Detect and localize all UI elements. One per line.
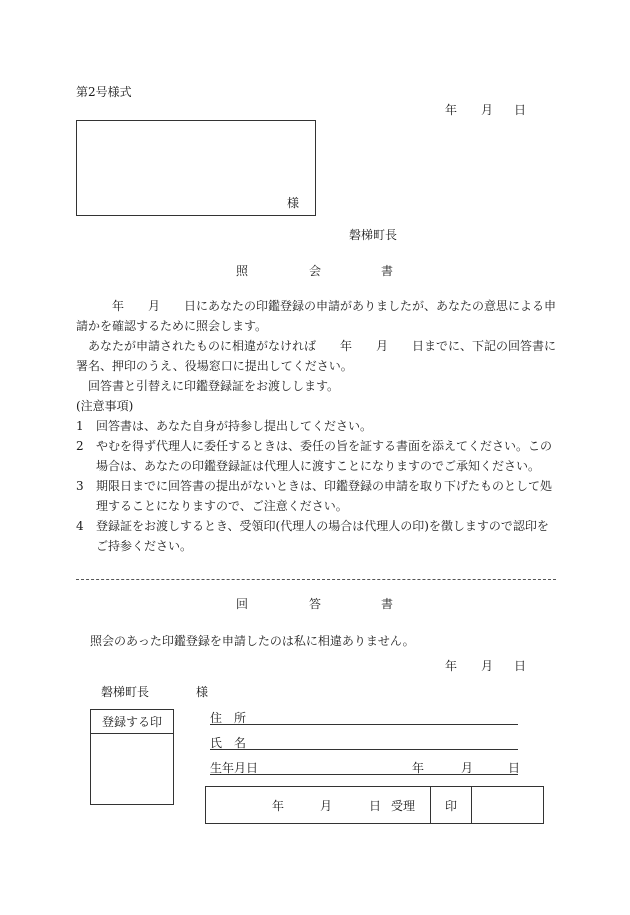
receipt-table <box>205 786 544 824</box>
address-label: 住 所 <box>210 711 247 725</box>
note-text: 登録証をお渡しするとき、受領印(代理人の場合は代理人の印)を徴しますので認印をご持参ください。 <box>96 519 549 553</box>
reply-addressee-suffix: 様 <box>196 685 209 699</box>
inquiry-body <box>76 296 556 556</box>
form-number: 第2号様式 <box>76 85 132 99</box>
birthdate-label: 生年月日 <box>210 761 259 775</box>
receipt-seal-cell <box>430 787 471 823</box>
note-item <box>76 516 556 556</box>
note-number: 4 <box>76 519 84 533</box>
notes-heading: (注意事項) <box>76 399 134 413</box>
receipt-year-label: 年 <box>272 799 285 813</box>
reply-title-char: 回 <box>236 597 249 611</box>
year-label: 年 <box>445 659 458 673</box>
receipt-month-label: 月 <box>320 799 333 813</box>
receipt-seal-space[interactable] <box>471 787 545 823</box>
cut-line <box>76 579 556 580</box>
seal-box-label: 登録する印 <box>91 710 173 734</box>
body-paragraph: あなたが申請されたものに相違がなければ 年 月 日までに、下記の回答書に署名、押印のうえ、役場窓口に提出してください。 <box>76 339 557 373</box>
addressee-box <box>76 120 316 216</box>
day-label: 日 <box>514 103 527 117</box>
note-item <box>76 436 556 476</box>
month-label: 月 <box>481 103 494 117</box>
inquiry-title-char: 書 <box>381 264 394 278</box>
addressee-suffix: 様 <box>286 196 299 210</box>
receipt-day-label: 日 <box>369 799 382 813</box>
birth-year-label: 年 <box>412 761 425 775</box>
received-label: 受理 <box>391 799 416 813</box>
reply-statement: 照会のあった印鑑登録を申請したのは私に相違ありません。 <box>90 634 415 648</box>
inquiry-title-char: 照 <box>236 264 249 278</box>
year-label: 年 <box>445 103 458 117</box>
registration-seal-box[interactable] <box>90 709 174 805</box>
birthdate-field[interactable] <box>210 774 518 775</box>
note-number: 1 <box>76 419 84 433</box>
name-label: 氏 名 <box>210 736 247 750</box>
month-label: 月 <box>481 659 494 673</box>
birth-day-label: 日 <box>508 761 521 775</box>
day-label: 日 <box>514 659 527 673</box>
address-field[interactable] <box>210 724 518 725</box>
name-field[interactable] <box>210 749 518 750</box>
note-item <box>76 476 556 516</box>
note-number: 2 <box>76 439 84 453</box>
reply-addressee: 磐梯町長 <box>101 685 150 699</box>
note-text: 回答書は、あなた自身が持参し提出してください。 <box>96 419 373 433</box>
note-item <box>76 416 556 436</box>
sender: 磐梯町長 <box>349 228 398 242</box>
note-text: やむを得ず代理人に委任するときは、委任の旨を証する書面を添えてください。この場合は、あなたの印鑑登録証は代理人に渡すことになりますのでご承知ください。 <box>96 439 553 473</box>
reply-title-char: 書 <box>381 597 394 611</box>
note-text: 期限日までに回答書の提出がないときは、印鑑登録の申請を取り下げたものとして処理することになりますので、ご注意ください。 <box>96 479 553 513</box>
reply-title-char: 答 <box>309 597 322 611</box>
inquiry-title-char: 会 <box>309 264 322 278</box>
body-paragraph: 回答書と引替えに印鑑登録証をお渡しします。 <box>76 379 340 393</box>
receipt-seal-label: 印 <box>445 799 458 813</box>
birth-month-label: 月 <box>461 761 474 775</box>
note-number: 3 <box>76 479 84 493</box>
body-paragraph: 年 月 日にあなたの印鑑登録の申請がありましたが、あなたの意思による申請かを確認するために照会します。 <box>76 299 557 333</box>
